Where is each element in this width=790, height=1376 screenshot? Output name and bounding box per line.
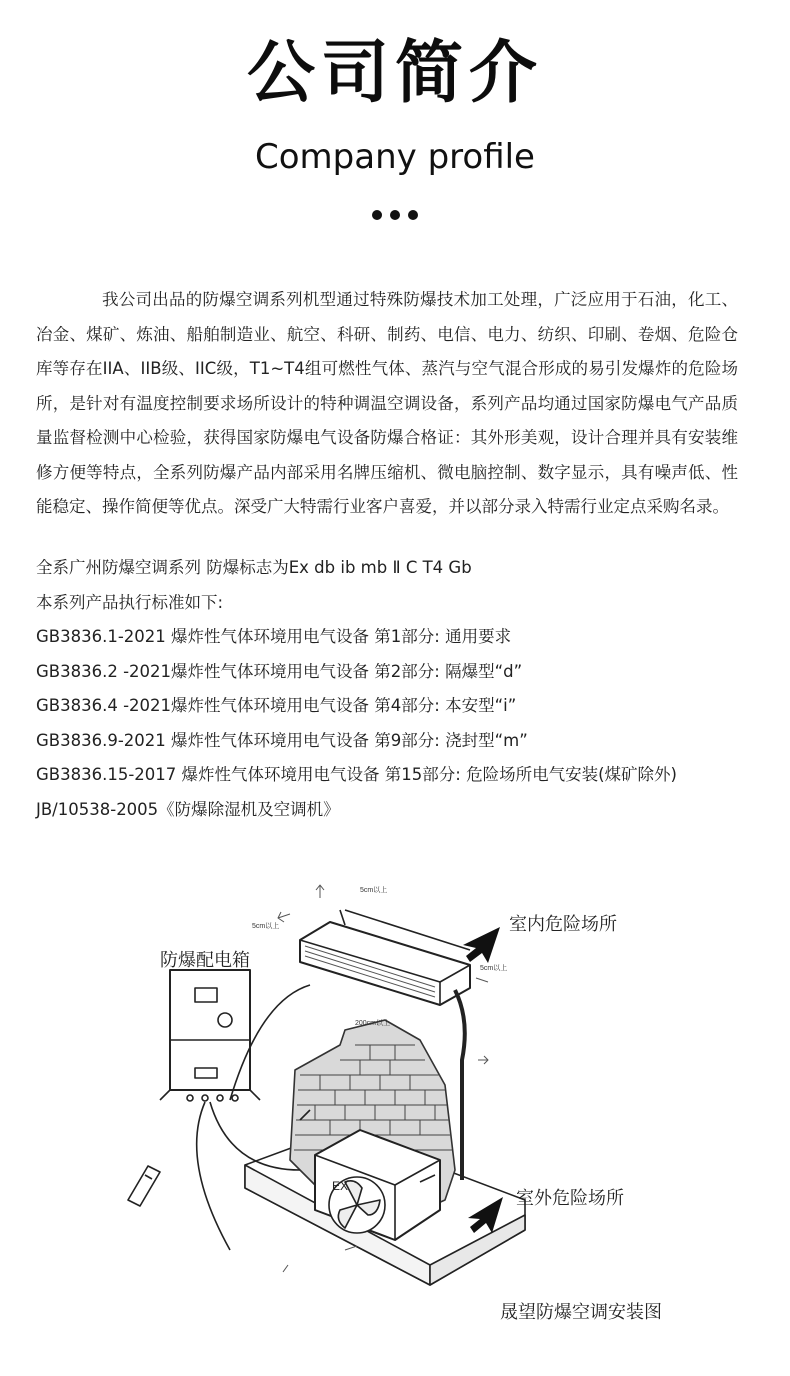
standards-heading: 本系列产品执行标准如下: — [36, 592, 224, 612]
indoor-arrow-icon — [463, 927, 500, 963]
installation-diagram — [0, 870, 790, 1350]
dot-icon — [408, 210, 418, 220]
standard-item: GB3836.1-2021 爆炸性气体环境用电气设备 第1部分: 通用要求 — [36, 627, 512, 646]
page-subtitle: Company profile — [255, 137, 535, 177]
outdoor-hazard-label: 室外危险场所 — [516, 1188, 624, 1209]
clearance-label-top: 5cm以上 — [360, 887, 388, 894]
standard-item: GB3836.15-2017 爆炸性气体环境用电气设备 第15部分: 危险场所电气安装(煤矿除外) — [36, 765, 677, 784]
clearance-label-left: 5cm以上 — [252, 923, 280, 930]
ex-marking-line: 全系广州防爆空调系列 防爆标志为Ex db ib mb Ⅱ C T4 Gb — [36, 558, 472, 577]
distribution-box — [160, 970, 260, 1101]
indoor-unit — [300, 910, 470, 1005]
indoor-hazard-label: 室内危险场所 — [509, 914, 617, 935]
standard-item: JB/10538-2005《防爆除湿机及空调机》 — [36, 799, 340, 819]
standard-item: GB3836.2 -2021爆炸性气体环境用电气设备 第2部分: 隔爆型“d” — [36, 661, 523, 681]
standards-list — [36, 551, 756, 827]
unit-mark: EX — [332, 1179, 349, 1193]
installation-drawing — [0, 870, 790, 1350]
intro-paragraph: 我公司出品的防爆空调系列机型通过特殊防爆技术加工处理，广泛应用于石油，化工、冶金、煤矿、炼油、船舶制造业、航空、科研、制药、电信、电力、纺织、印刷、卷烟、危险仓库等存在IIA、IIB级、IIC级，T1~T4组可燃性气体、蒸汽与空气混合形成的易引发爆炸的危险场所，是针对有温度控制要求场所设计的特种调温空调设备，系列产品均通过国家防爆电气产品质量监督检测中心检验，获得国家防爆电气设备防爆合格证：其外形美观，设计合理并具有安装维修方便等特点，全系列防爆产品内部采用名牌压缩机、微电脑控制、数字显示，具有噪声低、性能稳定、操作简便等优点。深受广大特需行业客户喜爱，并以部分录入特需行业定点采购名录。 — [36, 290, 738, 516]
clearance-label-mid: 200cm以上 — [355, 1020, 391, 1027]
dot-icon — [372, 210, 382, 220]
clearance-label-right: 5cm以上 — [480, 965, 508, 972]
dot-icon — [390, 210, 400, 220]
page-title: 公司简介 — [246, 34, 543, 113]
diagram-caption: 晟望防爆空调安装图 — [500, 1302, 662, 1323]
distribution-box-label: 防爆配电箱 — [160, 950, 250, 971]
standard-item: GB3836.9-2021 爆炸性气体环境用电气设备 第9部分: 浇封型“m” — [36, 730, 528, 750]
decorative-dots — [0, 205, 790, 224]
refrigerant-pipe — [455, 990, 465, 1180]
standard-item: GB3836.4 -2021爆炸性气体环境用电气设备 第4部分: 本安型“i” — [36, 696, 517, 715]
power-cable — [197, 1102, 230, 1250]
remote-control — [128, 1166, 160, 1206]
